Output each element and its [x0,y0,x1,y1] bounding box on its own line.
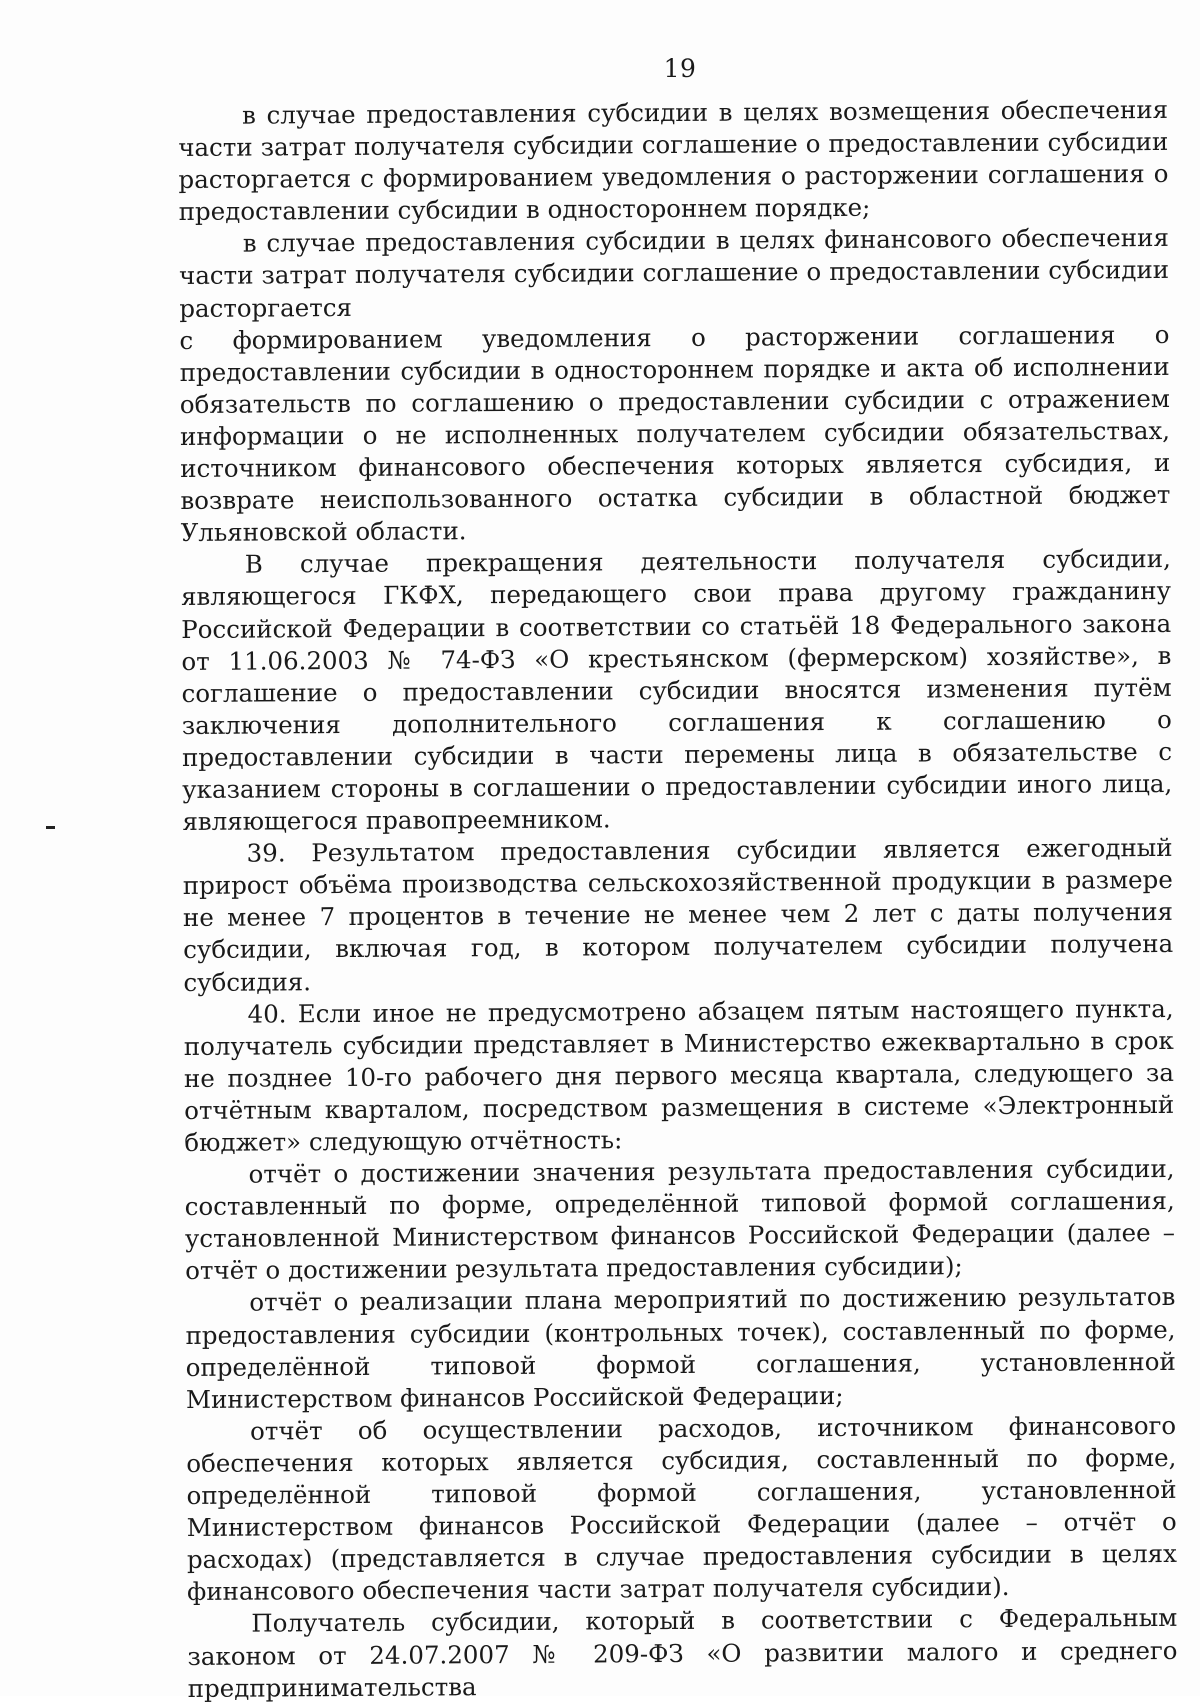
margin-mark [46,826,55,829]
paragraph: в случае предоставления субсидии в целях возмещения обеспечения части затрат получателя субсидии соглашение о предоставлении субсидии расторгается с формированием уведомления о расторжении соглашения о предоставлении субсидии в одностороннем порядке; [178,94,1169,227]
paragraph: 40. Если иное не предусмотрено абзацем пятым настоящего пункта, получатель субсидии представляет в Министерство ежеквартально в срок не позднее 10-го рабочего дня первого месяца квартала, следующего за отчётным кварталом, посредством размещения в системе «Электронный бюджет» следующую отчётность: [183,993,1175,1157]
document-body [178,94,1178,1705]
paragraph: Получатель субсидии, который в соответствии с Федеральным законом от 24.07.2007 № 209-ФЗ «О развитии малого и среднего предпринимательства [187,1603,1178,1703]
paragraph: 39. Результатом предоставления субсидии является ежегодный прирост объёма производства сельскохозяйственной продукции в размере не менее 7 процентов в течение не менее чем 2 лет с даты получения субсидии, включая год, в котором получателем субсидии получена субсидия. [182,833,1174,997]
paragraph: В случае прекращения деятельности получателя субсидии, являющегося ГКФХ, передающего свои права другому гражданину Российской Федерации в соответствии со статьёй 18 Федерального закона от 11.06.2003 № 74-ФЗ «О крестьянском (фермерском) хозяйстве», в соглашение о предоставлении субсидии вносятся изменения путём заключения дополнительного соглашения к соглашению о предоставлении субсидии в части перемены лица в обязательстве с указанием стороны в соглашении о предоставлении субсидии иного лица, являющегося правопреемником. [180,544,1173,837]
paragraph: отчёт о реализации плана мероприятий по достижению результатов предоставления субсидии (контрольных точек), составленный по форме, определённой типовой формой соглашения, установленной Министерством финансов Российской Федерации; [185,1282,1176,1414]
paragraph: с формированием уведомления о расторжении соглашения о предоставлении субсидии в одностороннем порядке и акта об исполнении обязательств по соглашению о предоставлении субсидии с отражением информации о не исполненных получателем субсидии обязательствах, источником финансового обеспечения которых является субсидия, и возврате неиспользованного остатка субсидии в областной бюджет Ульяновской области. [179,319,1171,548]
page-number: 19 [663,54,697,83]
paragraph: отчёт об осуществлении расходов, источником финансового обеспечения которых является субсидия, составленный по форме, определённой типовой формой соглашения, установленной Министерством финансов Российской Федерации (далее – отчёт о расходах) (представляется в случае предоставления субсидии в целях финансового обеспечения части затрат получателя субсидии). [186,1410,1177,1607]
paragraph: в случае предоставления субсидии в целях финансового обеспечения части затрат получателя субсидии соглашение о предоставлении субсидии расторгается [178,223,1170,323]
paragraph: отчёт о достижении значения результата предоставления субсидии, составленный по форме, определённой типовой формой соглашения, установленной Министерством финансов Российской Федерации (далее – отчёт о достижении результата предоставления субсидии); [184,1154,1176,1286]
